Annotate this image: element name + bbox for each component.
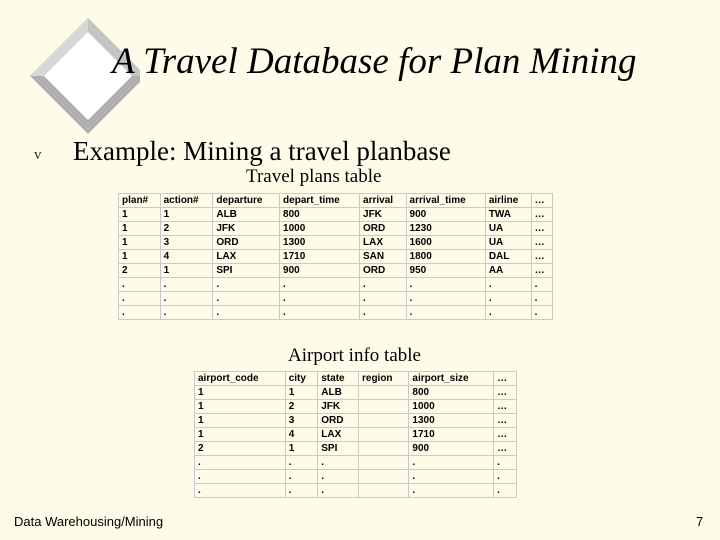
table-cell: ORD [360, 264, 407, 278]
table-cell: JFK [318, 400, 359, 414]
table-cell: … [531, 236, 552, 250]
table-cell: ALB [213, 208, 280, 222]
table-cell: . [119, 306, 161, 320]
table-cell: . [406, 306, 485, 320]
table-cell: . [485, 278, 531, 292]
table-cell: . [119, 292, 161, 306]
table-cell: SPI [213, 264, 280, 278]
table-cell [358, 428, 408, 442]
table-cell: 1300 [280, 236, 360, 250]
table-row [195, 484, 517, 498]
table-cell: 4 [285, 428, 318, 442]
column-header: … [494, 372, 517, 386]
table-cell: LAX [360, 236, 407, 250]
table-cell: 1 [119, 222, 161, 236]
table-cell: . [195, 484, 286, 498]
table-cell: 1230 [406, 222, 485, 236]
table-row [119, 250, 553, 264]
travel-plans-table [118, 193, 553, 320]
table-cell: 1 [195, 428, 286, 442]
table-cell: . [494, 484, 517, 498]
table-cell: JFK [360, 208, 407, 222]
table-cell: 1 [160, 264, 213, 278]
table-cell: … [494, 428, 517, 442]
table-cell: . [285, 470, 318, 484]
footer-text: Data Warehousing/Mining [14, 514, 164, 529]
column-header: airline [485, 194, 531, 208]
table-cell: 1 [195, 414, 286, 428]
table-cell: 1 [119, 208, 161, 222]
table-cell: … [494, 386, 517, 400]
table-cell: 1710 [280, 250, 360, 264]
table-row [195, 414, 517, 428]
table-cell: . [360, 292, 407, 306]
table-cell: . [485, 292, 531, 306]
table-cell: UA [485, 222, 531, 236]
table-row [195, 456, 517, 470]
table-cell: … [494, 400, 517, 414]
table-cell: JFK [213, 222, 280, 236]
table-cell: 900 [406, 208, 485, 222]
table-cell [358, 414, 408, 428]
table-row [195, 470, 517, 484]
table-cell: . [318, 484, 359, 498]
column-header: departure [213, 194, 280, 208]
table-cell: 2 [160, 222, 213, 236]
table-cell: . [213, 278, 280, 292]
column-header: state [318, 372, 359, 386]
airport-table-caption: Airport info table [288, 345, 421, 366]
table-cell: … [494, 414, 517, 428]
table-row [119, 306, 553, 320]
table-cell: 1 [119, 250, 161, 264]
table-cell: . [160, 278, 213, 292]
table-cell: 1 [160, 208, 213, 222]
table-row [195, 428, 517, 442]
table-cell: . [160, 292, 213, 306]
table-cell: . [409, 470, 494, 484]
table-cell: 800 [280, 208, 360, 222]
table-cell: 1 [195, 386, 286, 400]
table-cell: . [409, 484, 494, 498]
table-cell: . [280, 306, 360, 320]
table-cell: SAN [360, 250, 407, 264]
table-cell: 2 [285, 400, 318, 414]
table-cell: . [406, 292, 485, 306]
page-number: 7 [696, 514, 704, 529]
bullet-icon: v [34, 147, 42, 163]
table-row [119, 222, 553, 236]
table-cell: 800 [409, 386, 494, 400]
table-cell: . [531, 292, 552, 306]
table-cell: 1710 [409, 428, 494, 442]
table-cell: 900 [280, 264, 360, 278]
table-cell: . [494, 456, 517, 470]
bullet-text: Example: Mining a travel planbase [73, 136, 451, 166]
table-cell: ORD [318, 414, 359, 428]
table-cell: … [494, 442, 517, 456]
table-cell: 900 [409, 442, 494, 456]
table-cell: . [285, 456, 318, 470]
table-cell: 1000 [280, 222, 360, 236]
table-cell: 2 [195, 442, 286, 456]
table-cell: . [280, 292, 360, 306]
table-cell: LAX [318, 428, 359, 442]
table-cell: . [531, 278, 552, 292]
table-cell: ORD [360, 222, 407, 236]
table-cell: 1 [285, 442, 318, 456]
table-cell: . [318, 456, 359, 470]
table-cell: … [531, 264, 552, 278]
table-cell [358, 400, 408, 414]
table-row [119, 292, 553, 306]
column-header: arrival [360, 194, 407, 208]
table-cell [358, 456, 408, 470]
table-cell: DAL [485, 250, 531, 264]
table-cell: . [360, 306, 407, 320]
travel-table-caption: Travel plans table [246, 166, 382, 187]
table-cell: AA [485, 264, 531, 278]
column-header: region [358, 372, 408, 386]
table-cell [358, 442, 408, 456]
table-row [195, 442, 517, 456]
table-cell: ORD [213, 236, 280, 250]
column-header: … [531, 194, 552, 208]
airport-info-table [194, 371, 517, 498]
table-cell: . [213, 292, 280, 306]
column-header: airport_code [195, 372, 286, 386]
column-header: airport_size [409, 372, 494, 386]
table-cell: . [160, 306, 213, 320]
table-cell: 3 [285, 414, 318, 428]
table-cell: 3 [160, 236, 213, 250]
table-cell: 1 [195, 400, 286, 414]
table-cell: TWA [485, 208, 531, 222]
table-cell [358, 386, 408, 400]
table-cell: 1800 [406, 250, 485, 264]
column-header: depart_time [280, 194, 360, 208]
table-row [119, 236, 553, 250]
column-header: plan# [119, 194, 161, 208]
table-cell: 950 [406, 264, 485, 278]
table-cell: . [280, 278, 360, 292]
table-cell: . [119, 278, 161, 292]
table-cell: … [531, 208, 552, 222]
table-cell: 2 [119, 264, 161, 278]
table-cell: . [195, 456, 286, 470]
column-header: action# [160, 194, 213, 208]
table-row [119, 278, 553, 292]
table-cell: UA [485, 236, 531, 250]
table-cell: . [406, 278, 485, 292]
column-header: arrival_time [406, 194, 485, 208]
table-cell: 1300 [409, 414, 494, 428]
table-cell: SPI [318, 442, 359, 456]
table-cell: 4 [160, 250, 213, 264]
table-cell: . [531, 306, 552, 320]
table-cell [358, 484, 408, 498]
table-cell: 1600 [406, 236, 485, 250]
table-cell: LAX [213, 250, 280, 264]
table-cell: . [285, 484, 318, 498]
slide-title: A Travel Database for Plan Mining [112, 41, 637, 82]
table-cell: . [360, 278, 407, 292]
table-row [195, 400, 517, 414]
column-header: city [285, 372, 318, 386]
table-cell: 1 [119, 236, 161, 250]
table-header-row [119, 194, 553, 208]
table-row [195, 386, 517, 400]
table-cell: 1 [285, 386, 318, 400]
table-cell: . [318, 470, 359, 484]
table-cell: … [531, 250, 552, 264]
table-cell: … [531, 222, 552, 236]
table-cell: . [195, 470, 286, 484]
table-cell: . [485, 306, 531, 320]
table-cell: . [213, 306, 280, 320]
table-cell: . [409, 456, 494, 470]
table-header-row [195, 372, 517, 386]
table-cell: 1000 [409, 400, 494, 414]
table-cell: . [494, 470, 517, 484]
table-cell [358, 470, 408, 484]
table-cell: ALB [318, 386, 359, 400]
table-row [119, 264, 553, 278]
table-row [119, 208, 553, 222]
